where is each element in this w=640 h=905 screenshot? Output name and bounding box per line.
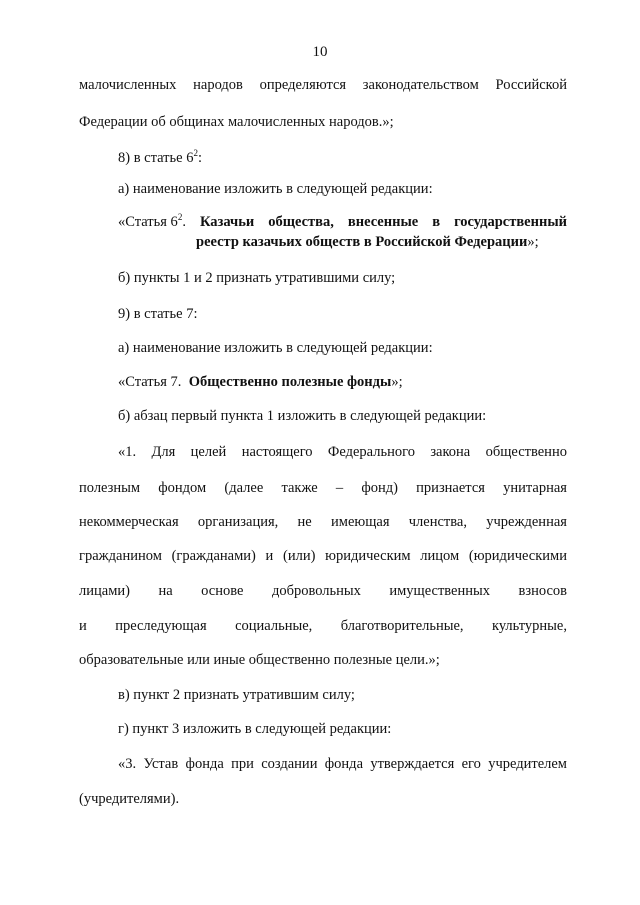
word: некоммерческая <box>79 514 179 530</box>
word: гражданином <box>79 548 162 564</box>
word: фондом <box>158 480 207 496</box>
word: Казачьи <box>199 214 255 230</box>
word: фонда <box>185 756 224 772</box>
word: также <box>281 480 318 496</box>
word: «3. <box>118 756 137 772</box>
text-line <box>118 149 202 167</box>
word: (или) <box>283 548 316 564</box>
word: Российской <box>495 77 567 93</box>
word: полезным <box>79 480 141 496</box>
article-heading-line <box>118 213 567 231</box>
word: культурные, <box>491 618 567 634</box>
word: организация, <box>197 514 279 530</box>
superscript: 2 <box>193 148 198 158</box>
word: народов <box>193 77 243 93</box>
text-line: а) наименование изложить в следующей редакции: <box>118 340 433 356</box>
word: целей <box>190 444 227 460</box>
heading-text: Общественно полезные фонды <box>188 374 392 390</box>
article-label: «Статья $6^2$. <box>118 212 186 230</box>
word: социальные, <box>235 618 313 634</box>
word: утверждается <box>370 756 455 772</box>
superscript: 2 <box>177 212 183 222</box>
text: »; <box>391 374 403 390</box>
word: законодательством <box>362 77 479 93</box>
text-line <box>118 755 567 773</box>
text-line <box>79 582 567 600</box>
word: имеющая <box>331 514 390 530</box>
text-line: в) пункт 2 признать утратившим силу; <box>118 687 355 703</box>
text-line <box>79 76 567 94</box>
word: общественно <box>485 444 567 460</box>
word: в <box>432 214 441 230</box>
word: государственный <box>454 214 567 230</box>
word: добровольных <box>271 583 361 599</box>
text: : <box>197 150 202 166</box>
word: создании <box>261 756 318 772</box>
word: членства, <box>408 514 467 530</box>
text-line: г) пункт 3 изложить в следующей редакции: <box>118 721 392 737</box>
article-heading-line <box>118 373 403 391</box>
page-number: 10 <box>312 44 328 60</box>
article-heading-line <box>196 233 539 251</box>
text-line <box>118 443 567 461</box>
word: (юридическими <box>468 548 567 564</box>
word: лицами) <box>79 583 130 599</box>
text-line: 9) в статье 7: <box>118 306 198 322</box>
word: внесенные <box>347 214 419 230</box>
text-line: б) пункты 1 и 2 признать утратившими силу; <box>118 270 396 286</box>
word: Федерального <box>327 444 415 460</box>
word: лицом <box>420 548 460 564</box>
word: имущественных <box>389 583 490 599</box>
word: и <box>265 548 274 564</box>
word: закона <box>430 444 471 460</box>
word: юридическим <box>325 548 411 564</box>
word: благотворительные, <box>340 618 464 634</box>
word: основе <box>201 583 244 599</box>
word: при <box>231 756 254 772</box>
heading-text: реестр казачьих обществ в Российской Федерации <box>196 234 528 250</box>
word: определяются <box>259 77 347 93</box>
word: не <box>297 514 312 530</box>
word: его <box>461 756 481 772</box>
text-line <box>79 479 567 497</box>
word: фонд) <box>361 480 398 496</box>
word: Для <box>151 444 176 460</box>
word: признается <box>416 480 485 496</box>
word: Устав <box>143 756 179 772</box>
text-line <box>79 513 567 531</box>
text: »; <box>527 234 539 250</box>
text: 8) в статье 6 <box>118 150 194 166</box>
text-line: Федерации об общинах малочисленных народов.»; <box>79 114 394 130</box>
word: преследующая <box>115 618 207 634</box>
word: (далее <box>224 480 264 496</box>
word: и <box>79 618 87 634</box>
word: «1. <box>118 444 137 460</box>
word: настоящего <box>241 444 313 460</box>
text-line <box>79 617 567 635</box>
word: унитарная <box>503 480 567 496</box>
article-label: «Статья 7. <box>118 374 182 390</box>
text-line <box>79 547 567 565</box>
word: фонда <box>324 756 363 772</box>
word: общества, <box>268 214 334 230</box>
word: на <box>158 583 173 599</box>
text-line: б) абзац первый пункта 1 изложить в следующей редакции: <box>118 408 487 424</box>
word: (гражданами) <box>171 548 256 564</box>
text-line: образовательные или иные общественно полезные цели.»; <box>79 652 440 668</box>
text-line: (учредителями). <box>79 791 180 807</box>
word: взносов <box>518 583 567 599</box>
word: учрежденная <box>486 514 567 530</box>
text-line: а) наименование изложить в следующей редакции: <box>118 181 433 197</box>
word: учредителем <box>488 756 567 772</box>
word: малочисленных <box>79 77 177 93</box>
word: – <box>335 480 344 496</box>
